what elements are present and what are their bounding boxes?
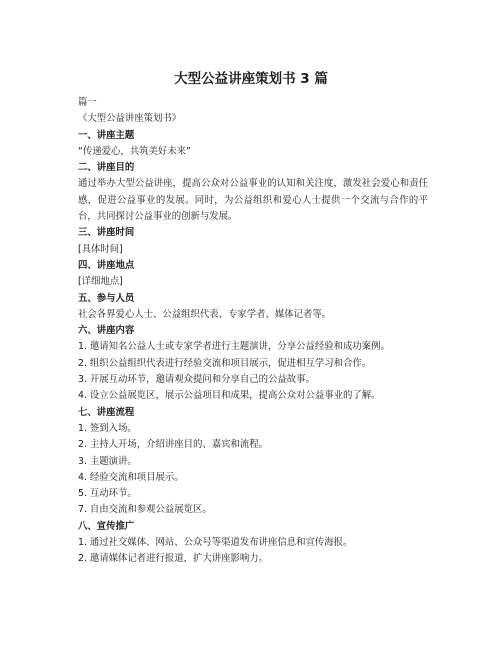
section-heading-location: 四、讲座地点 bbox=[78, 259, 135, 271]
section-heading-process: 七、讲座流程 bbox=[78, 406, 135, 418]
list-item: 1. 签到入场。 bbox=[78, 422, 137, 434]
location-text: [详细地点] bbox=[78, 276, 123, 288]
list-item: 1. 通过社交媒体、网站、公众号等渠道发布讲座信息和宣传海报。 bbox=[78, 537, 353, 549]
document-title: 大型公益讲座策划书 3 篇 bbox=[174, 71, 328, 87]
book-title: 《大型公益讲座策划书》 bbox=[78, 113, 182, 125]
list-item: 4. 设立公益展览区，展示公益项目和成果，提高公众对公益事业的了解。 bbox=[78, 390, 381, 402]
list-item: 5. 互动环节。 bbox=[78, 488, 137, 500]
section-heading-time: 三、讲座时间 bbox=[78, 227, 135, 239]
part-label: 篇一 bbox=[78, 97, 97, 108]
list-item: 7. 自由交流和参观公益展览区。 bbox=[78, 504, 212, 516]
purpose-text: 通过举办大型公益讲座，提高公众对公益事业的认知和关注度，激发社会爱心和责任感，促进公益事业的发展。同时，为公益组织和爱心人士提供一个交流与合作的平台，共同探讨公益事业的创新与发展。 bbox=[78, 178, 428, 223]
list-item: 3. 主题演讲。 bbox=[78, 455, 137, 467]
list-item: 3. 开展互动环节，邀请观众提问和分享自己的公益故事。 bbox=[78, 374, 315, 386]
list-item: 2. 邀请媒体记者进行报道，扩大讲座影响力。 bbox=[78, 553, 269, 565]
list-item: 4. 经验交流和项目展示。 bbox=[78, 471, 184, 483]
time-text: [具体时间] bbox=[78, 243, 123, 255]
section-heading-content: 六、讲座内容 bbox=[78, 325, 135, 337]
list-item: 1. 邀请知名公益人士或专家学者进行主题演讲，分享公益经验和成功案例。 bbox=[78, 341, 390, 353]
document-body bbox=[78, 95, 428, 568]
section-heading-promotion: 八、宣传推广 bbox=[78, 520, 135, 532]
theme-text: “传递爱心，共筑美好未来” bbox=[78, 145, 191, 157]
section-heading-purpose: 二、讲座目的 bbox=[78, 162, 135, 174]
participants-text: 社会各界爱心人士、公益组织代表、专家学者、媒体记者等。 bbox=[78, 308, 332, 320]
list-item: 2. 主持人开场，介绍讲座目的、嘉宾和流程。 bbox=[78, 439, 269, 451]
list-item: 2. 组织公益组织代表进行经验交流和项目展示，促进相互学习和合作。 bbox=[78, 357, 372, 369]
section-heading-participants: 五、参与人员 bbox=[78, 292, 135, 304]
section-heading-theme: 一、讲座主题 bbox=[78, 129, 135, 141]
